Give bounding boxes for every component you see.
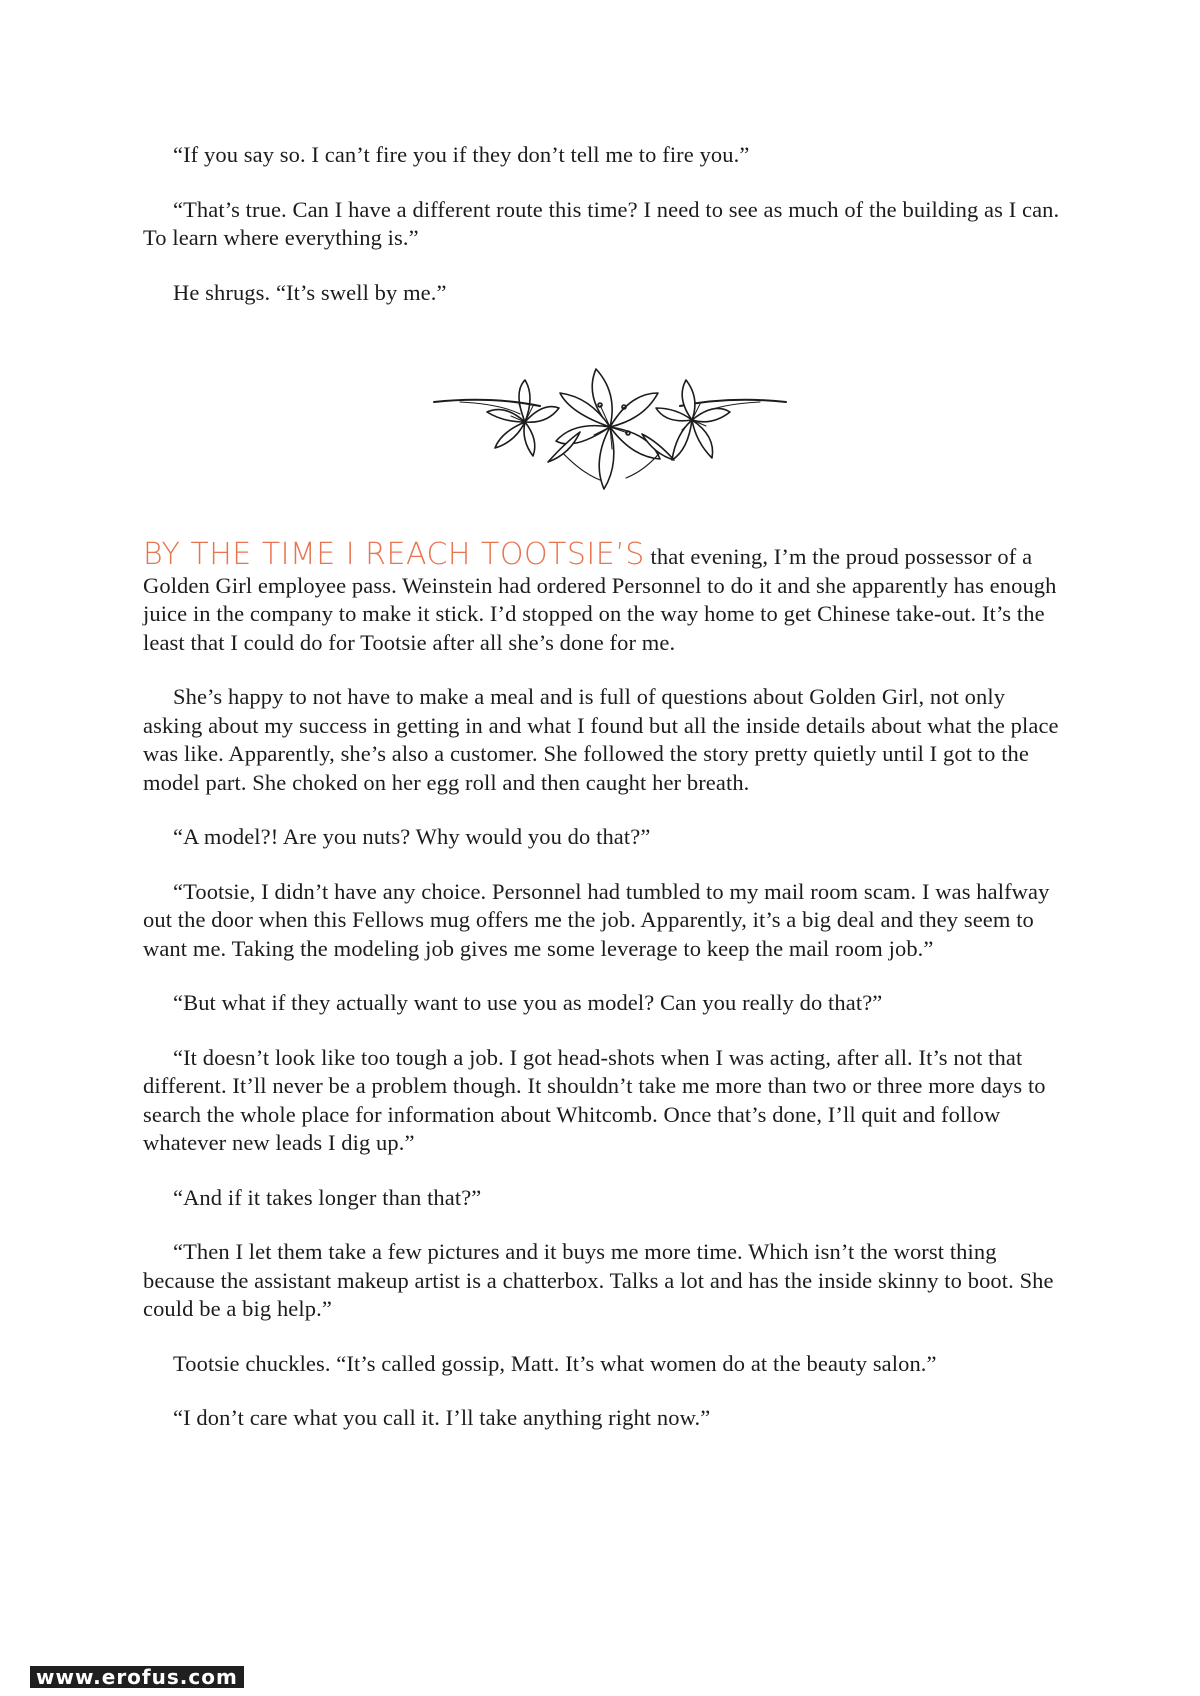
section-opening-paragraph xyxy=(143,537,1065,657)
lily-flowers-divider-icon xyxy=(430,362,790,512)
paragraph: “That’s true. Can I have a different route this time? I need to see as much of the building as I can. To learn where everything is.” xyxy=(143,196,1060,250)
site-watermark: www.erofus.com xyxy=(30,1666,244,1688)
main-text-section xyxy=(143,537,1065,1459)
paragraph: “But what if they actually want to use you as model? Can you really do that?” xyxy=(173,990,883,1015)
opening-paragraph-text: that evening, I’m the proud possessor of a Golden Girl employee pass. Weinstein had ordered Personnel to do it and she apparently has enough juice in the company to make it stick. I’d stopped on the way home to get Chinese take-out. It’s the least that I could do for Tootsie after all she’s done for me. xyxy=(143,544,1057,655)
paragraph: “It doesn’t look like too tough a job. I got head-shots when I was acting, after all. It’s not that different. It’ll never be a problem though. It shouldn’t take me more than two or three more days to search the whole place for information about Whitcomb. Once that’s done, I’ll quit and follow whatever new leads I dig up.” xyxy=(143,1044,1046,1155)
section-lead-in: BY THE TIME I REACH TOOTSIE’S xyxy=(143,537,645,572)
paragraph: He shrugs. “It’s swell by me.” xyxy=(173,279,447,305)
paragraph: “A model?! Are you nuts? Why would you do that?” xyxy=(173,824,651,849)
top-text-section xyxy=(143,141,1065,333)
paragraph: Tootsie chuckles. “It’s called gossip, Matt. It’s what women do at the beauty salon.” xyxy=(173,1350,937,1376)
paragraph: “If you say so. I can’t fire you if they don’t tell me to fire you.” xyxy=(173,142,750,167)
paragraph: “Then I let them take a few pictures and it buys me more time. Which isn’t the worst thing because the assistant makeup artist is a chatterbox. Talks a lot and has the inside skinny to boot. She could be a big help.” xyxy=(143,1239,1054,1321)
paragraph: She’s happy to not have to make a meal and is full of questions about Golden Girl, not only asking about my success in getting in and what I found but all the inside details about what the place was like. Apparently, she’s also a customer. She followed the story pretty quietly until I got to the model part. She choked on her egg roll and then caught her breath. xyxy=(143,684,1059,795)
paragraph: “I don’t care what you call it. I’ll take anything right now.” xyxy=(173,1405,711,1430)
paragraph: “And if it takes longer than that?” xyxy=(173,1184,482,1210)
paragraph: “Tootsie, I didn’t have any choice. Personnel had tumbled to my mail room scam. I was halfway out the door when this Fellows mug offers me the job. Apparently, it’s a big deal and they seem to want me. Taking the modeling job gives me some leverage to keep the mail room job.” xyxy=(143,878,1050,961)
